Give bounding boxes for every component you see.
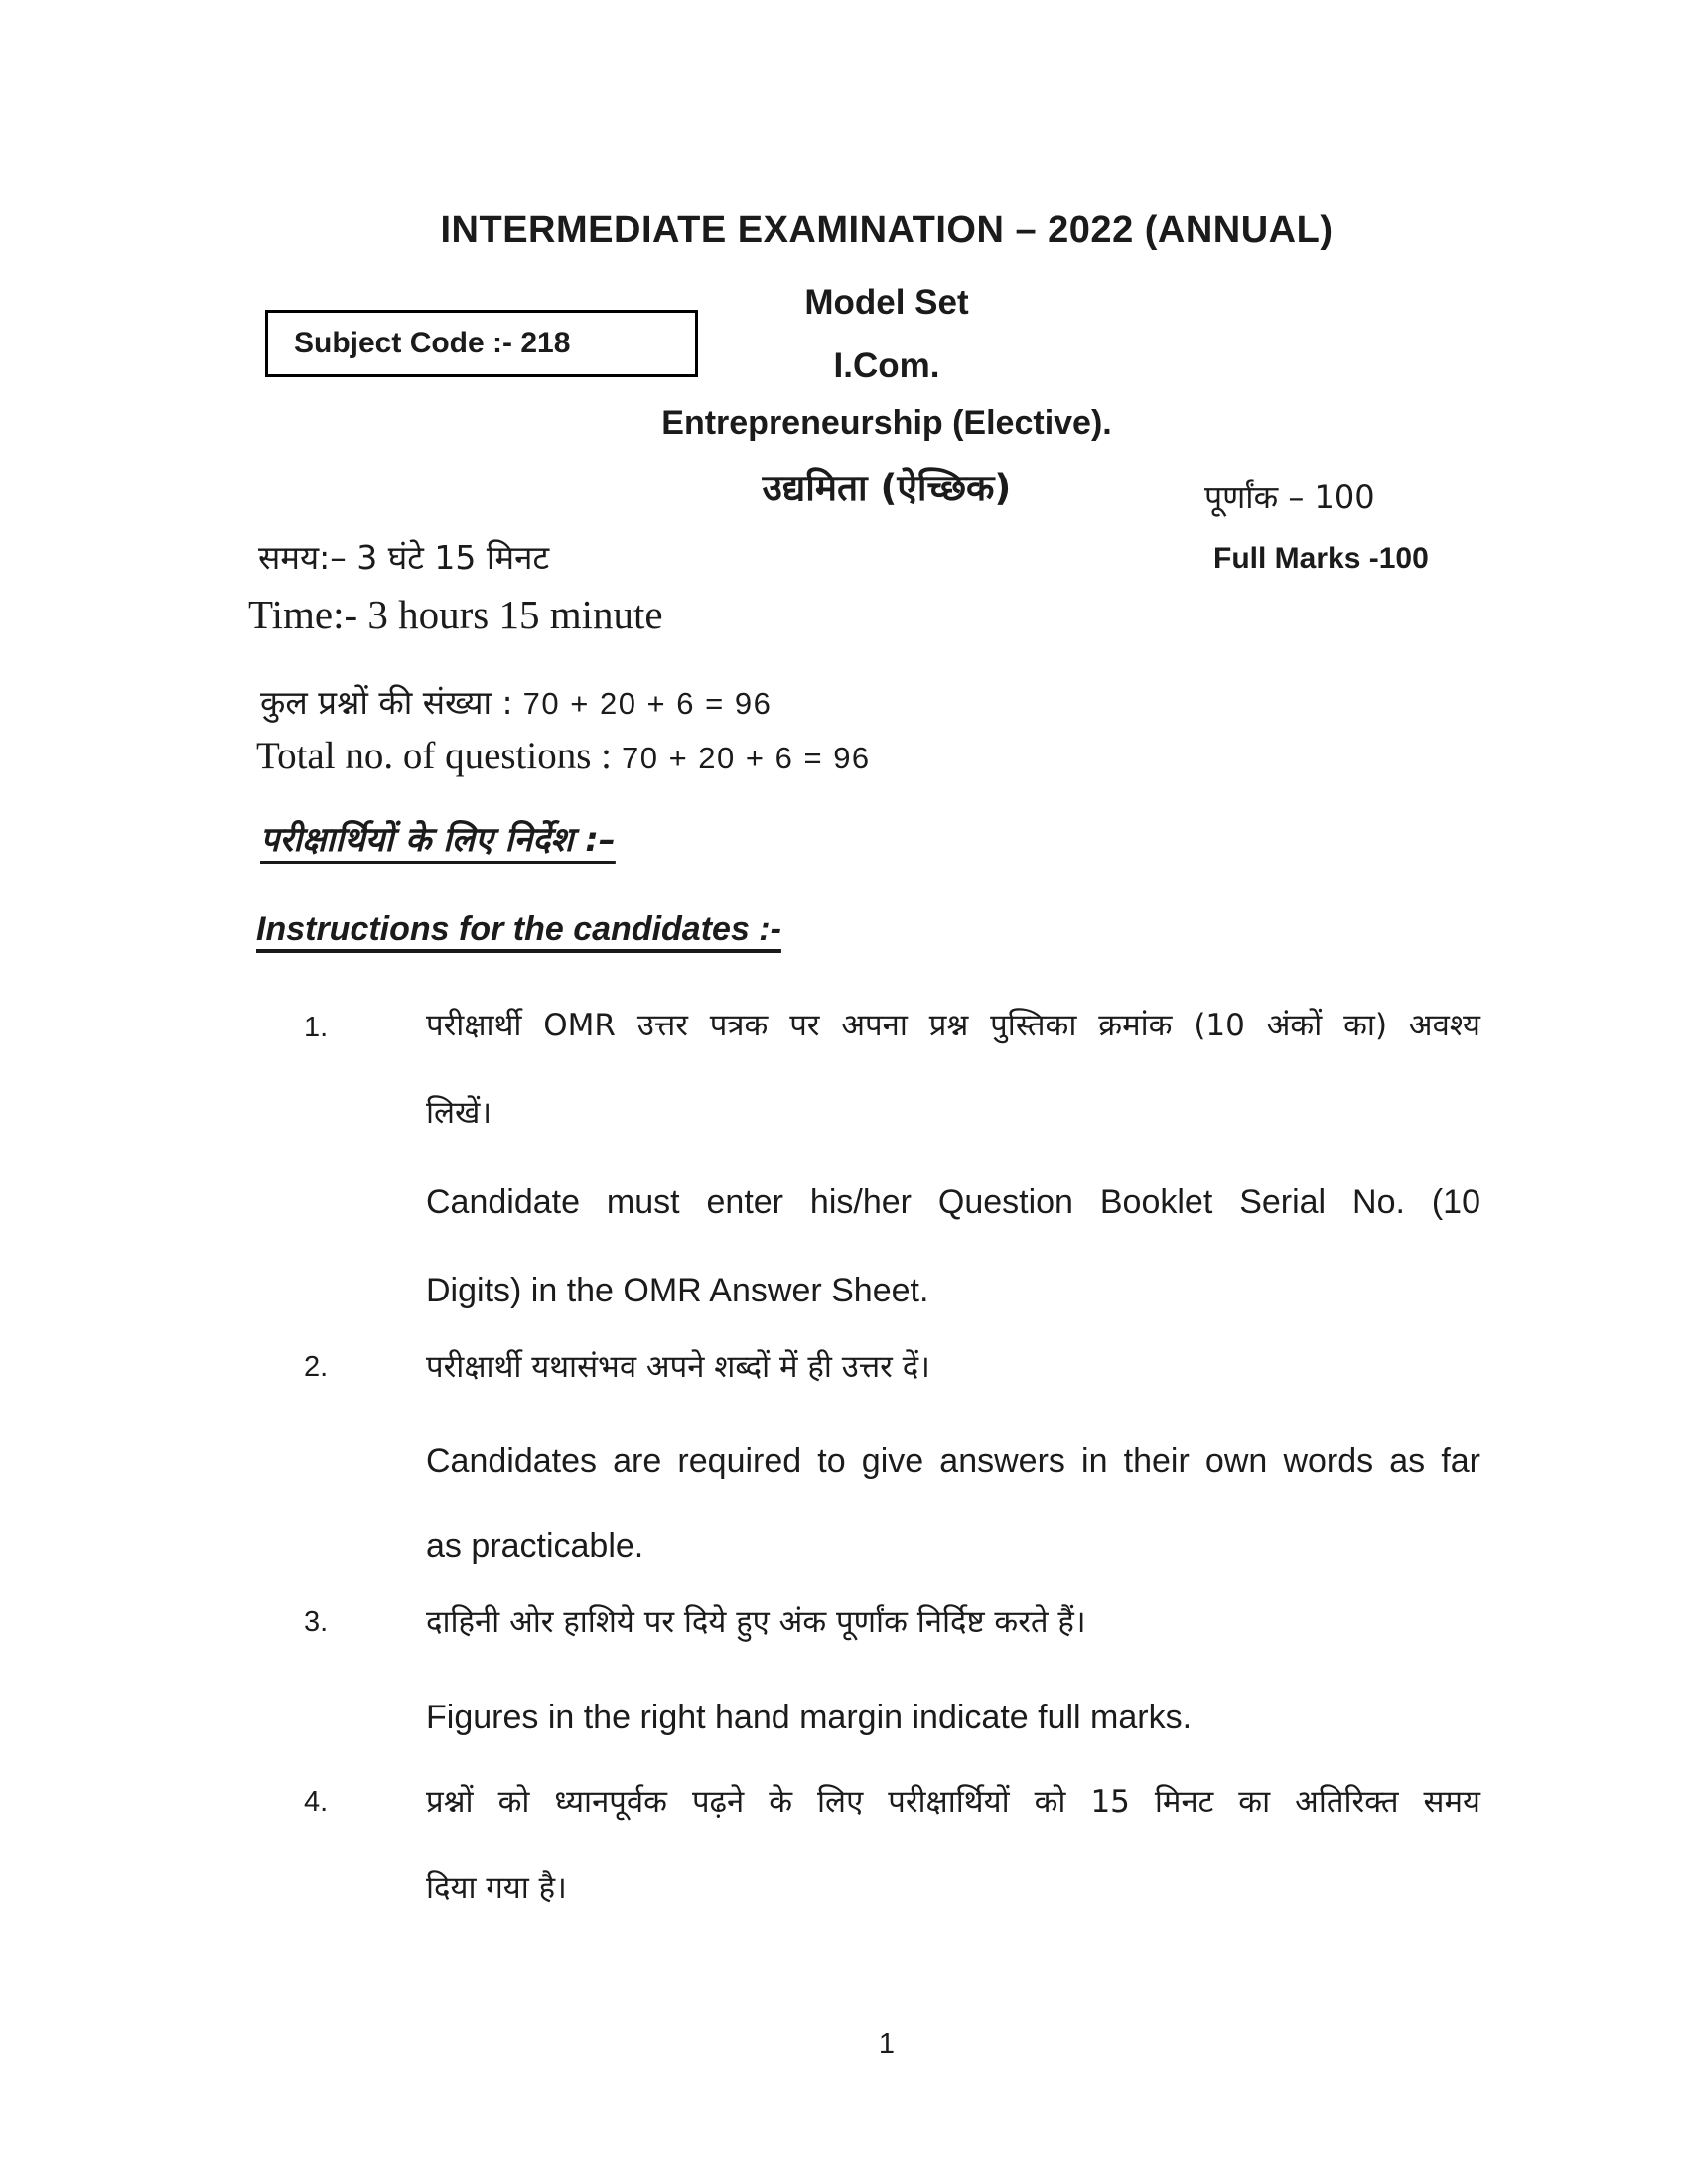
instructions-heading-english: Instructions for the candidates :- [256, 910, 781, 948]
instruction-2-line-english-cont: as practicable. [426, 1527, 644, 1565]
total-questions-value: 70 + 20 + 6 = 96 [522, 686, 773, 721]
instruction-1-line-hindi: परीक्षार्थी OMR उत्तर पत्रक पर अपना प्रश्न पुस्तिका क्रमांक (10 अंकों का) अवश्य [426, 1008, 1480, 1043]
instruction-2-line-english: Candidates are required to give answers in their own words as far [426, 1442, 1480, 1480]
instruction-1-number: 1. [304, 1012, 329, 1043]
total-questions-english-label: Total no. of questions : [256, 735, 612, 777]
instruction-2-line-hindi: परीक्षार्थी यथासंभव अपने शब्दों में ही उत्तर दें। [426, 1349, 930, 1385]
full-marks-english: Full Marks -100 [1213, 542, 1429, 575]
total-questions-english [256, 731, 871, 783]
time-hindi: समय:– 3 घंटे 15 मिनट [258, 538, 550, 577]
total-questions-value-en: 70 + 20 + 6 = 96 [622, 741, 871, 775]
instruction-3-line-hindi: दाहिनी ओर हाशिये पर दिये हुए अंक पूर्णांक निर्दिष्ट करते हैं। [426, 1604, 1086, 1640]
instruction-4-line-hindi: प्रश्नों को ध्यानपूर्वक पढ़ने के लिए परीक्षार्थियों को 15 मिनट का अतिरिक्त समय [426, 1784, 1480, 1820]
model-set-label: Model Set [804, 283, 969, 322]
total-questions-hindi-label: कुल प्रश्नों की संख्या : [260, 683, 513, 722]
full-marks-hindi: पूर्णांक – 100 [1204, 478, 1375, 516]
total-questions-hindi [260, 681, 772, 726]
instruction-3-number: 3. [304, 1606, 329, 1638]
exam-title: INTERMEDIATE EXAMINATION – 2022 (ANNUAL) [440, 209, 1334, 251]
instruction-1-line-english-cont: Digits) in the OMR Answer Sheet. [426, 1272, 929, 1309]
instruction-1-line-hindi-cont: लिखें। [426, 1095, 492, 1131]
instruction-4-number: 4. [304, 1786, 329, 1818]
instruction-1-line-english: Candidate must enter his/her Question Booklet Serial No. (10 [426, 1183, 1480, 1221]
instruction-4-line-hindi-cont: दिया गया है। [426, 1870, 567, 1906]
subject-code-label: Subject Code :- 218 [294, 327, 571, 359]
instruction-2-number: 2. [304, 1351, 329, 1383]
subject-name-hindi: उद्यमिता (ऐच्छिक) [762, 467, 1012, 509]
page-number: 1 [878, 2028, 896, 2060]
time-english: Time:- 3 hours 15 minute [248, 592, 663, 637]
course-label: I.Com. [833, 346, 940, 385]
instruction-3-line-english: Figures in the right hand margin indicate full marks. [426, 1699, 1193, 1736]
instructions-heading-hindi: परीक्षार्थियों के लिए निर्देश :– [260, 820, 616, 860]
subject-name-english: Entrepreneurship (Elective). [661, 404, 1112, 442]
